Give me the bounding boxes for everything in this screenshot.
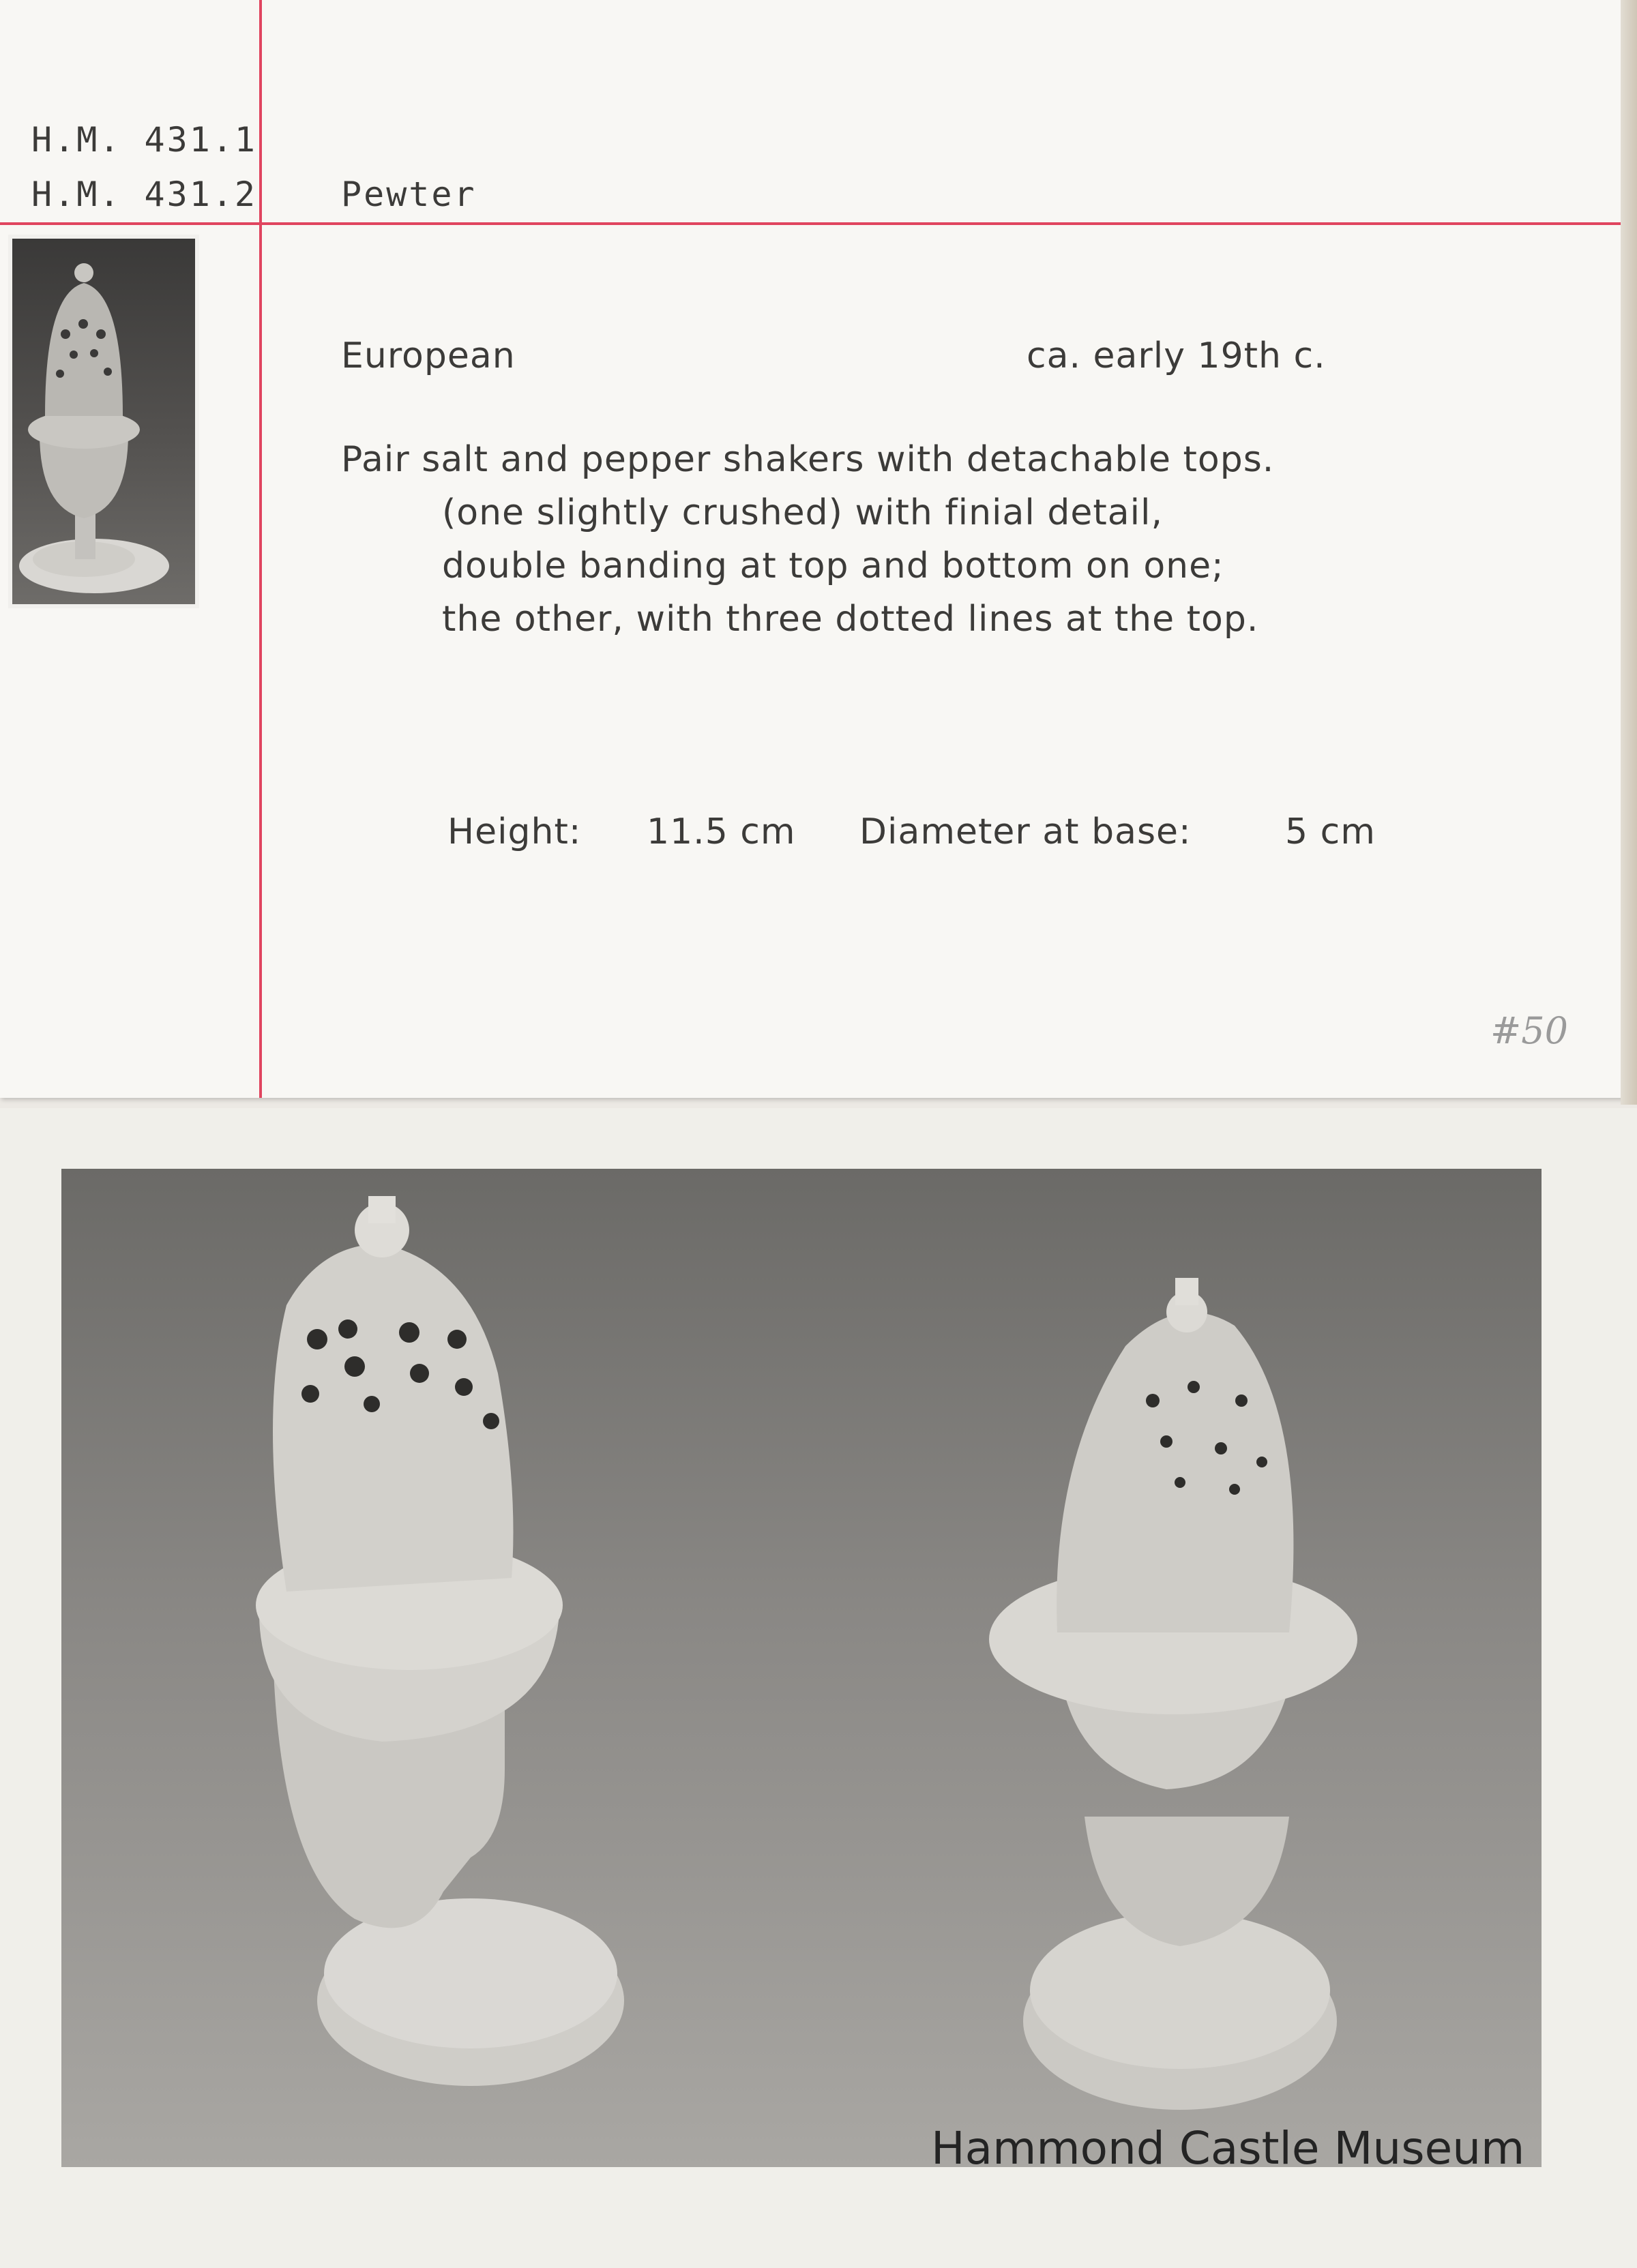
- card-red-horizontal-rule: [0, 222, 1621, 225]
- thumbnail-photo: [8, 235, 199, 608]
- diameter-value: 5 cm: [1285, 811, 1376, 852]
- origin-label: European: [341, 335, 516, 376]
- right-shaker: [989, 1278, 1357, 2110]
- accession-number-2: H.M. 431.2: [31, 175, 258, 214]
- diameter-label: Diameter at base:: [859, 811, 1192, 852]
- accession-number-1: H.M. 431.1: [31, 120, 258, 160]
- material-label: Pewter: [341, 175, 477, 214]
- height-value: 11.5 cm: [647, 811, 796, 852]
- description-line: Pair salt and pepper shakers with detachable tops.: [341, 439, 1275, 480]
- description-line: the other, with three dotted lines at the top.: [442, 599, 1259, 640]
- left-shaker: [256, 1196, 624, 2086]
- card-red-vertical-rule: [259, 0, 262, 1098]
- shakers-image: [61, 1169, 1542, 2167]
- description-line: (one slightly crushed) with finial detail,: [442, 492, 1163, 533]
- date-label: ca. early 19th c.: [1027, 335, 1326, 376]
- height-label: Height:: [447, 811, 582, 852]
- thumbnail-shaker-image: [12, 239, 195, 604]
- price-note: #50: [1490, 1009, 1568, 1052]
- watermark: Hammond Castle Museum: [931, 2122, 1525, 2175]
- description-line: double banding at top and bottom on one;: [442, 546, 1224, 586]
- shakers-photograph: [61, 1169, 1542, 2167]
- card-edge: [1621, 0, 1637, 1105]
